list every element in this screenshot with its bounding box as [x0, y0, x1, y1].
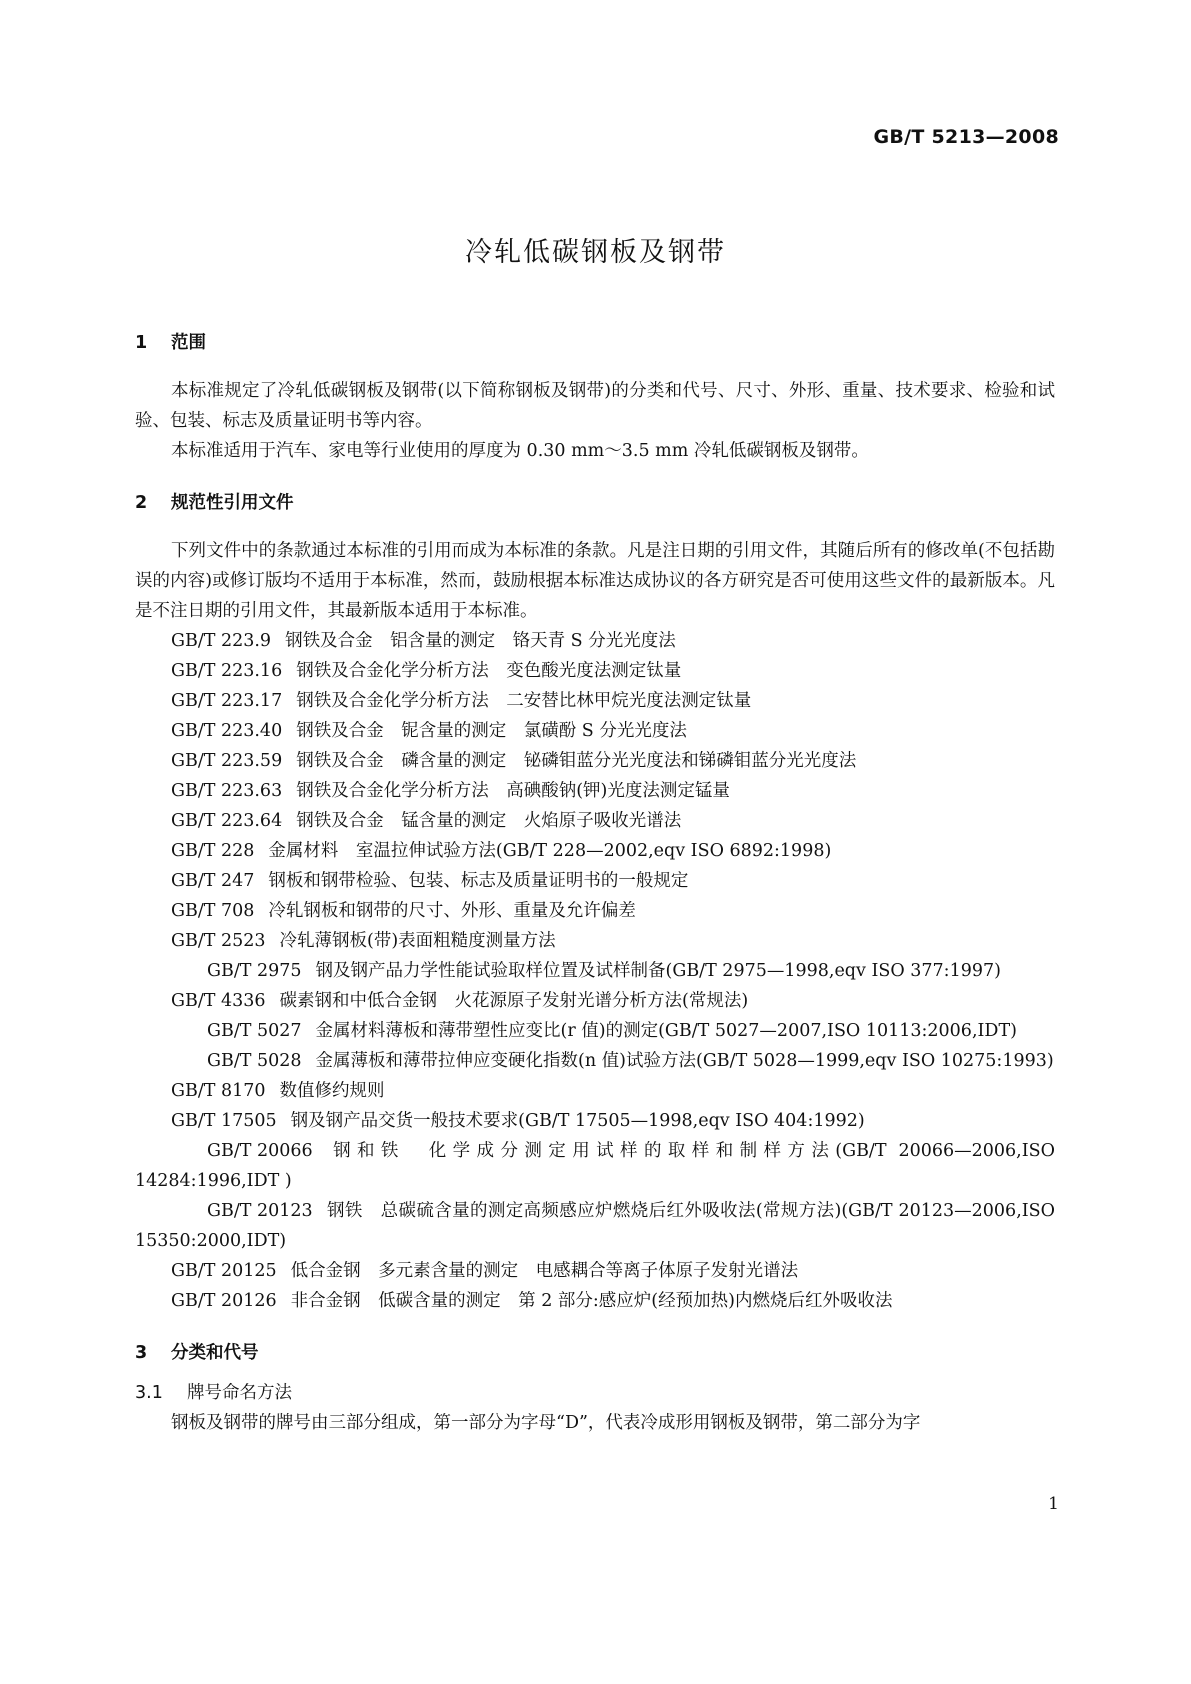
section-number: 2 — [135, 493, 148, 513]
reference-title: 低合金钢 多元素含量的测定 电感耦合等离子体原子发射光谱法 — [290, 1261, 799, 1281]
reference-code: GB/T 223.63 — [171, 781, 283, 801]
reference-item — [135, 1046, 1055, 1076]
section-number: 3 — [135, 1343, 148, 1363]
reference-item — [135, 716, 1055, 746]
reference-title: 钢板和钢带检验、包装、标志及质量证明书的一般规定 — [268, 871, 689, 891]
reference-code: GB/T 247 — [171, 871, 255, 891]
reference-item — [135, 956, 1055, 986]
reference-title: 非合金钢 低碳含量的测定 第 2 部分:感应炉(经预加热)内燃烧后红外吸收法 — [290, 1291, 893, 1311]
reference-list — [135, 626, 1055, 1316]
subsection-title: 牌号命名方法 — [187, 1383, 292, 1403]
subsection-3-1-heading — [135, 1378, 1055, 1408]
reference-title: 钢铁及合金化学分析方法 高碘酸钠(钾)光度法测定锰量 — [296, 781, 730, 801]
reference-code: GB/T 223.64 — [171, 811, 283, 831]
reference-title: 钢铁及合金 铝含量的测定 铬天青 S 分光光度法 — [285, 631, 676, 651]
scope-paragraph-2: 本标准适用于汽车、家电等行业使用的厚度为 0.30 mm～3.5 mm 冷轧低碳钢板及钢带。 — [171, 441, 869, 461]
reference-code: GB/T 2975 — [207, 961, 302, 981]
reference-code: GB/T 20126 — [171, 1291, 277, 1311]
reference-item — [135, 656, 1055, 686]
reference-item — [135, 1106, 1055, 1136]
reference-item — [135, 866, 1055, 896]
reference-code: GB/T 5028 — [207, 1051, 302, 1071]
standard-code: GB/T 5213—2008 — [873, 126, 1059, 148]
reference-code: GB/T 20123 — [207, 1201, 313, 1221]
reference-item — [135, 1076, 1055, 1106]
subsection-number: 3.1 — [135, 1383, 163, 1403]
reference-item — [135, 776, 1055, 806]
reference-item — [135, 1016, 1055, 1046]
reference-title: 金属材料 室温拉伸试验方法(GB/T 228—2002,eqv ISO 6892:1998) — [268, 841, 832, 861]
reference-title: 冷轧薄钢板(带)表面粗糙度测量方法 — [279, 931, 556, 951]
reference-title: 钢铁及合金 锰含量的测定 火焰原子吸收光谱法 — [296, 811, 682, 831]
naming-paragraph: 钢板及钢带的牌号由三部分组成，第一部分为字母“D”，代表冷成形用钢板及钢带，第二部分为字 — [171, 1413, 921, 1433]
reference-item — [135, 926, 1055, 956]
reference-code: GB/T 223.40 — [171, 721, 283, 741]
section-3-heading — [135, 1338, 1055, 1368]
reference-code: GB/T 228 — [171, 841, 255, 861]
section-1-heading — [135, 328, 1055, 358]
reference-item — [135, 1286, 1055, 1316]
reference-code: GB/T 223.16 — [171, 661, 283, 681]
reference-code: GB/T 708 — [171, 901, 255, 921]
reference-title: 钢铁及合金化学分析方法 变色酸光度法测定钛量 — [296, 661, 682, 681]
reference-code: GB/T 223.17 — [171, 691, 283, 711]
reference-title: 冷轧钢板和钢带的尺寸、外形、重量及允许偏差 — [268, 901, 636, 921]
reference-item — [135, 836, 1055, 866]
reference-title: 钢铁 总碳硫含量的测定高频感应炉燃烧后红外吸收法(常规方法)(GB/T 20123—2006,ISO 15350:2000,IDT) — [135, 1201, 1055, 1251]
reference-item — [135, 986, 1055, 1016]
reference-item — [135, 746, 1055, 776]
reference-item — [135, 896, 1055, 926]
section-title: 规范性引用文件 — [171, 493, 294, 513]
reference-title: 碳素钢和中低合金钢 火花源原子发射光谱分析方法(常规法) — [279, 991, 749, 1011]
section-title: 范围 — [171, 333, 206, 353]
section-number: 1 — [135, 333, 148, 353]
reference-title: 钢及钢产品力学性能试验取样位置及试样制备(GB/T 2975—1998,eqv ISO 377:1997) — [315, 961, 1001, 981]
reference-code: GB/T 20066 — [207, 1141, 313, 1161]
section-2-heading — [135, 488, 1055, 518]
reference-title: 钢铁及合金 铌含量的测定 氯磺酚 S 分光光度法 — [296, 721, 687, 741]
reference-title: 钢及钢产品交货一般技术要求(GB/T 17505—1998,eqv ISO 404:1992) — [290, 1111, 865, 1131]
scope-paragraph-1: 本标准规定了冷轧低碳钢板及钢带(以下简称钢板及钢带)的分类和代号、尺寸、外形、重量、技术要求、检验和试验、包装、标志及质量证明书等内容。 — [135, 381, 1055, 431]
reference-item — [135, 626, 1055, 656]
reference-title: 钢铁及合金化学分析方法 二安替比林甲烷光度法测定钛量 — [296, 691, 752, 711]
reference-code: GB/T 223.59 — [171, 751, 283, 771]
reference-item — [135, 1136, 1055, 1196]
reference-code: GB/T 5027 — [207, 1021, 302, 1041]
reference-code: GB/T 4336 — [171, 991, 266, 1011]
reference-title: 金属薄板和薄带拉伸应变硬化指数(n 值)试验方法(GB/T 5028—1999,eqv ISO 10275:1993) — [315, 1051, 1054, 1071]
reference-title: 钢和铁 化学成分测定用试样的取样和制样方法(GB/T 20066—2006,ISO 14284:1996,IDT ) — [135, 1141, 1055, 1191]
page-number: 1 — [1048, 1494, 1059, 1514]
reference-code: GB/T 8170 — [171, 1081, 266, 1101]
document-title: 冷轧低碳钢板及钢带 — [465, 237, 726, 268]
reference-code: GB/T 20125 — [171, 1261, 277, 1281]
reference-code: GB/T 223.9 — [171, 631, 272, 651]
reference-item — [135, 806, 1055, 836]
references-intro: 下列文件中的条款通过本标准的引用而成为本标准的条款。凡是注日期的引用文件，其随后所有的修改单(不包括勘误的内容)或修订版均不适用于本标准，然而，鼓励根据本标准达成协议的各方研究是否可使用这些文件的最新版本。凡是不注日期的引用文件，其最新版本适用于本标准。 — [135, 541, 1055, 621]
document-body — [135, 328, 1055, 1438]
reference-code: GB/T 2523 — [171, 931, 266, 951]
reference-item — [135, 1256, 1055, 1286]
section-title: 分类和代号 — [171, 1343, 259, 1363]
reference-title: 数值修约规则 — [279, 1081, 385, 1101]
reference-item — [135, 1196, 1055, 1256]
reference-item — [135, 686, 1055, 716]
reference-title: 金属材料薄板和薄带塑性应变比(r 值)的测定(GB/T 5027—2007,ISO 10113:2006,IDT) — [315, 1021, 1017, 1041]
reference-title: 钢铁及合金 磷含量的测定 铋磷钼蓝分光光度法和锑磷钼蓝分光光度法 — [296, 751, 857, 771]
reference-code: GB/T 17505 — [171, 1111, 277, 1131]
